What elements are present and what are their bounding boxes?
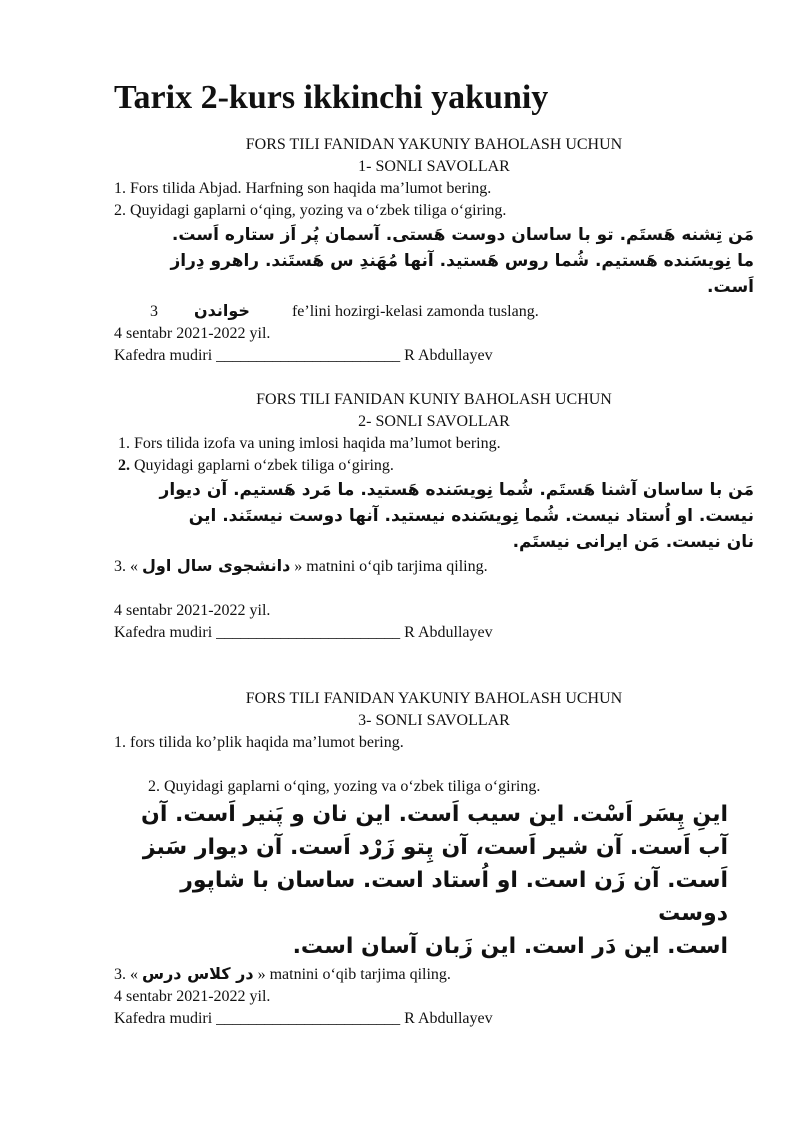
persian-line: اَست. آن زَن است. او اُستاد است. ساسان با شاپور دوست xyxy=(180,868,728,926)
question-3-suffix: » matnini o‘qib tarjima qiling. xyxy=(294,558,488,575)
section-1-persian-text xyxy=(114,222,754,300)
persian-line: است. این دَر است. این زَبان آسان است. xyxy=(292,934,728,959)
document-page xyxy=(114,76,754,1030)
section-3-date: 4 sentabr 2021-2022 yil. xyxy=(114,988,271,1005)
section-3-header: FORS TILI FANIDAN YAKUNIY BAHOLASH UCHUN xyxy=(245,690,623,707)
persian-line: مَن با ساسان آشنا هَستَم. شُما نِویسَنده هَستید. ما مَرد هَستیم. آن دیوار xyxy=(159,480,754,500)
section-3-signature: Kafedra mudiri _______________________ R Abdullayev xyxy=(114,1010,493,1027)
section-1-subheader: 1- SONLI SAVOLLAR xyxy=(358,158,510,175)
question-2-number: 2. xyxy=(118,457,130,474)
question-3-suffix: » matnini o‘qib tarjima qiling. xyxy=(257,966,451,983)
persian-line: اَست. xyxy=(707,277,754,297)
document-title: Tarix 2-kurs ikkinchi yakuniy xyxy=(114,79,549,116)
section-1-question-3 xyxy=(114,300,754,323)
section-1-header: FORS TILI FANIDAN YAKUNIY BAHOLASH UCHUN xyxy=(245,136,623,153)
section-3-question-2: 2. Quyidagi gaplarni o‘qing, yozing va o‘zbek tiliga o‘giring. xyxy=(148,778,541,795)
section-2-question-3 xyxy=(114,555,754,578)
persian-line: مَن تِشنه هَستَم. تو با ساسان دوست هَستی. آسمان پُر اَز ستاره اَست. xyxy=(171,225,754,245)
section-2-header: FORS TILI FANIDAN KUNIY BAHOLASH UCHUN xyxy=(256,391,612,408)
section-1-question-2: 2. Quyidagi gaplarni o‘qing, yozing va o‘zbek tiliga o‘giring. xyxy=(114,202,507,219)
persian-line: نیست. او اُستاد نیست. شُما نِویسَنده نیستید. آنها دوست نیستَند. این xyxy=(188,506,754,526)
persian-line: آب اَست. آن شیر اَست، آن پِتو زَرْد اَست. آن دیوار سَبز xyxy=(142,835,728,860)
question-3-prefix: 3. « xyxy=(114,966,138,983)
section-2-question-1: 1. Fors tilida izofa va uning imlosi haqida ma’lumot bering. xyxy=(118,435,501,452)
persian-line: ما نِویسَنده هَستیم. شُما روس هَستید. آنها مُهَندِ س هَستَند. راهرو دِراز xyxy=(170,251,754,271)
section-2-persian-text xyxy=(114,477,754,555)
section-1-question-1: 1. Fors tilida Abjad. Harfning son haqida ma’lumot bering. xyxy=(114,180,492,197)
section-3-subheader: 3- SONLI SAVOLLAR xyxy=(358,712,510,729)
question-3-persian-verb: خواندن xyxy=(194,301,250,320)
question-3-prefix: 3. « xyxy=(114,558,138,575)
section-2-question-2 xyxy=(114,455,754,477)
question-3-text: fe’lini hozirgi-kelasi zamonda tuslang. xyxy=(291,303,539,320)
section-2 xyxy=(114,389,754,644)
persian-line: اینِ پِسَر اَسْت. این سیب اَست. این نان و پَنیر اَست. آن xyxy=(141,802,728,827)
section-1 xyxy=(114,134,754,367)
section-3 xyxy=(114,688,754,1030)
section-2-subheader: 2- SONLI SAVOLLAR xyxy=(358,413,510,430)
section-1-date: 4 sentabr 2021-2022 yil. xyxy=(114,325,271,342)
question-2-text: Quyidagi gaplarni o‘zbek tiliga o‘giring. xyxy=(134,457,394,474)
question-3-number: 3 xyxy=(150,303,158,320)
section-1-signature: Kafedra mudiri _______________________ R Abdullayev xyxy=(114,347,493,364)
persian-line: نان نیست. مَن ایرانی نیستَم. xyxy=(512,532,754,552)
question-3-persian-title: در کلاس درس xyxy=(142,964,254,983)
section-2-signature: Kafedra mudiri _______________________ R Abdullayev xyxy=(114,624,493,641)
section-3-question-3 xyxy=(114,963,754,986)
question-3-persian-title: دانشجوی سال اول xyxy=(142,556,291,575)
section-2-date: 4 sentabr 2021-2022 yil. xyxy=(114,602,271,619)
section-3-persian-text xyxy=(114,798,754,963)
section-3-question-1: 1. fors tilida ko’plik haqida ma’lumot bering. xyxy=(114,734,404,751)
